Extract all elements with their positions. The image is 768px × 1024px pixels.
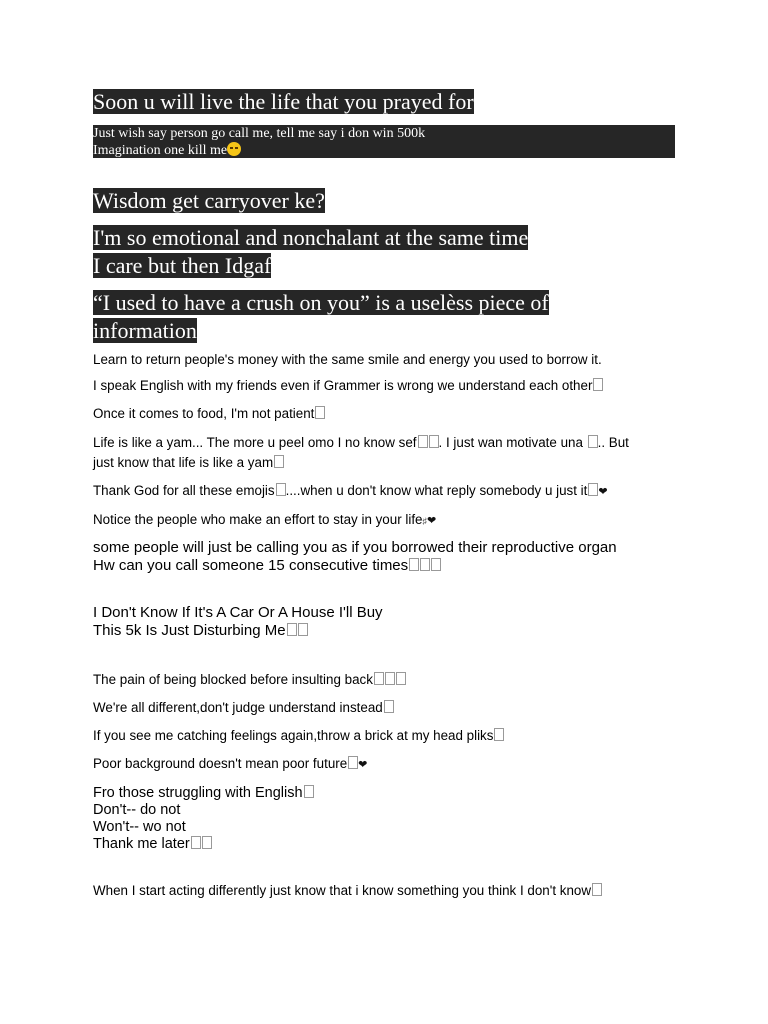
quote-yam: Life is like a yam... The more u peel omo I no know sef . I just wan motivate una .. But just know that life is like a yam <box>93 435 629 470</box>
quote-emojis: Thank God for all these emojis ....when u don't know what reply somebody u just it ❤ <box>93 483 608 498</box>
missing-emoji-icon <box>431 558 441 571</box>
missing-emoji-icon <box>384 700 394 713</box>
missing-emoji-icon <box>396 672 406 685</box>
missing-emoji-icon <box>298 623 308 636</box>
missing-emoji-icon <box>287 623 297 636</box>
quote-speak-english: I speak English with my friends even if Grammer is wrong we understand each other <box>93 376 603 396</box>
quote-blocked: The pain of being blocked before insulting back <box>93 670 406 690</box>
quote-feelings: If you see me catching feelings again,throw a brick at my head pliks <box>93 726 504 746</box>
heart-icon: ❤ <box>358 759 368 771</box>
missing-emoji-icon <box>588 483 598 496</box>
missing-emoji-icon <box>202 836 212 849</box>
missing-emoji-icon <box>418 435 428 448</box>
heading-emotional: I'm so emotional and nonchalant at the same time I care but then Idgaf <box>93 225 529 279</box>
missing-emoji-icon <box>348 756 358 769</box>
missing-emoji-icon <box>274 455 284 468</box>
banner-500k: Just wish say person go call me, tell me say i don win 500k Imagination one kill me <box>93 125 675 158</box>
sparkle-icon: ♯ <box>422 516 427 526</box>
quote-return-money: Learn to return people's money with the same smile and energy you used to borrow it. <box>93 352 602 367</box>
missing-emoji-icon <box>588 435 598 448</box>
missing-emoji-icon <box>374 672 384 685</box>
missing-emoji-icon <box>315 406 325 419</box>
missing-emoji-icon <box>409 558 419 571</box>
missing-emoji-icon <box>191 836 201 849</box>
quote-5k: I Don't Know If It's A Car Or A House I'll Buy This 5k Is Just Disturbing Me <box>93 604 383 639</box>
quote-acting-differently: When I start acting differently just know that i know something you think I don't know <box>93 881 602 901</box>
quote-english-tips: Fro those struggling with English Don't-- do not Won't-- wo not Thank me later <box>93 785 314 853</box>
missing-emoji-icon <box>304 785 314 798</box>
quote-food: Once it comes to food, I'm not patient <box>93 404 325 424</box>
heart-icon: ❤ <box>598 486 608 498</box>
heading-life-prayed: Soon u will live the life that you prayed for <box>93 89 474 114</box>
missing-emoji-icon <box>276 483 286 496</box>
quote-effort: Notice the people who make an effort to stay in your life♯❤ <box>93 512 437 527</box>
missing-emoji-icon <box>420 558 430 571</box>
missing-emoji-icon <box>429 435 439 448</box>
quote-calling: some people will just be calling you as if you borrowed their reproductive organ Hw can you call someone 15 consecutive times <box>93 539 617 574</box>
missing-emoji-icon <box>593 378 603 391</box>
heading-crush: “I used to have a crush on you” is a uselèss piece of information <box>93 290 549 344</box>
weary-face-icon <box>227 142 241 156</box>
quote-different: We're all different,don't judge understand instead <box>93 698 394 718</box>
missing-emoji-icon <box>592 883 602 896</box>
heart-icon: ❤ <box>427 515 437 527</box>
heading-wisdom: Wisdom get carryover ke? <box>93 188 325 213</box>
missing-emoji-icon <box>494 728 504 741</box>
quote-background: Poor background doesn't mean poor future ❤ <box>93 756 368 771</box>
missing-emoji-icon <box>385 672 395 685</box>
